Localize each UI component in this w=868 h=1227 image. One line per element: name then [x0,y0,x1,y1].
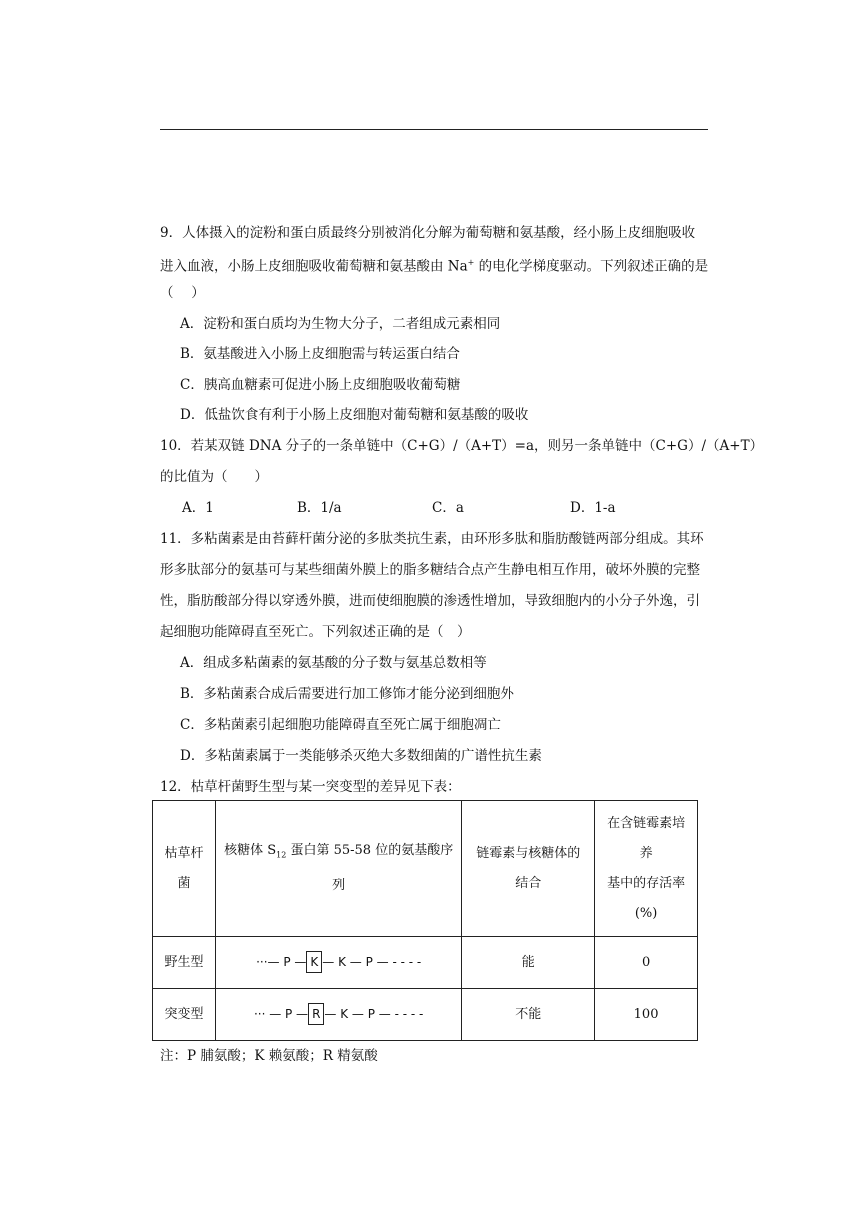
q11-stem-line3: 性，脂肪酸部分得以穿透外膜，进而使细胞膜的渗透性增加，导致细胞内的小分子外逸，引 [160,593,700,609]
binding-cell: 能 [462,937,595,989]
q11-stem-line2: 形多肽部分的氨基可与某些细菌外膜上的脂多糖结合点产生静电相互作用，破坏外膜的完整 [160,562,700,578]
q9-option-b: B．氨基酸进入小肠上皮细胞需与转运蛋白结合 [180,346,460,362]
header-binding: 链霉素与核糖体的 结合 [462,801,595,937]
table-row [153,989,698,1041]
q10-option-a: A．1 [182,500,214,516]
q11-option-c: C．多粘菌素引起细胞功能障碍直至死亡属于细胞凋亡 [180,717,501,733]
header-strain: 枯草杆 菌 [153,801,216,937]
q10-stem-line1: 10．若某双链 DNA 分子的一条单链中（C+G）/（A+T）=a，则另一条单链中（C+G）/（A+T） [160,438,764,454]
q9-stem-line2: 进入血液，小肠上皮细胞吸收葡萄糖和氨基酸由 Na+ 的电化学梯度驱动。下列叙述正确的是 [160,258,709,275]
q9-option-d: D．低盐饮食有利于小肠上皮细胞对葡萄糖和氨基酸的吸收 [180,407,529,423]
sequence-cell: ··· — P — R — K — P — - - - - [215,989,462,1041]
sequence-cell: ···— P — K — K — P — - - - - [215,937,462,989]
q10-option-c: C．a [432,500,464,516]
highlighted-residue: R [308,1003,324,1025]
q9-option-c: C．胰高血糖素可促进小肠上皮细胞吸收葡萄糖 [180,377,461,393]
table-footnote: 注：P 脯氨酸；K 赖氨酸；R 精氨酸 [160,1048,378,1064]
q11-stem-line1: 11．多粘菌素是由苔藓杆菌分泌的多肽类抗生素，由环形多肽和脂肪酸链两部分组成。其环 [160,531,704,547]
table-row [153,937,698,989]
q11-option-d: D．多粘菌素属于一类能够杀灭绝大多数细菌的广谱性抗生素 [180,748,542,764]
q10-option-b: B．1/a [297,500,342,516]
survival-cell: 100 [595,989,698,1041]
table-header-row [153,801,698,937]
q9-answer-bracket: （ ） [160,285,205,301]
survival-cell: 0 [595,937,698,989]
q10-option-d: D．1-a [570,500,616,516]
q11-option-a: A．组成多粘菌素的氨基酸的分子数与氨基总数相等 [180,655,487,671]
strain-cell: 野生型 [153,937,216,989]
q9-stem-line1: 9．人体摄入的淀粉和蛋白质最终分别被消化分解为葡萄糖和氨基酸，经小肠上皮细胞吸收 [160,225,696,241]
q9-option-a: A．淀粉和蛋白质均为生物大分子，二者组成元素相同 [180,316,501,332]
q10-stem-line2: 的比值为（ ） [160,469,268,485]
q12-stem: 12．枯草杆菌野生型与某一突变型的差异见下表： [160,779,461,795]
q11-option-b: B．多粘菌素合成后需要进行加工修饰才能分泌到细胞外 [180,686,514,702]
header-sequence: 核糖体 $S_{12}$ 蛋白第 55-58 位的氨基酸序 列 [215,801,462,937]
strain-cell: 突变型 [153,989,216,1041]
header-rule [160,129,708,130]
q11-stem-line4: 起细胞功能障碍直至死亡。下列叙述正确的是（ ） [160,624,471,640]
q12-comparison-table [152,800,698,1041]
header-survival: 在含链霉素培 养 基中的存活率 (%) [595,801,698,937]
binding-cell: 不能 [462,989,595,1041]
highlighted-residue: K [306,951,322,973]
